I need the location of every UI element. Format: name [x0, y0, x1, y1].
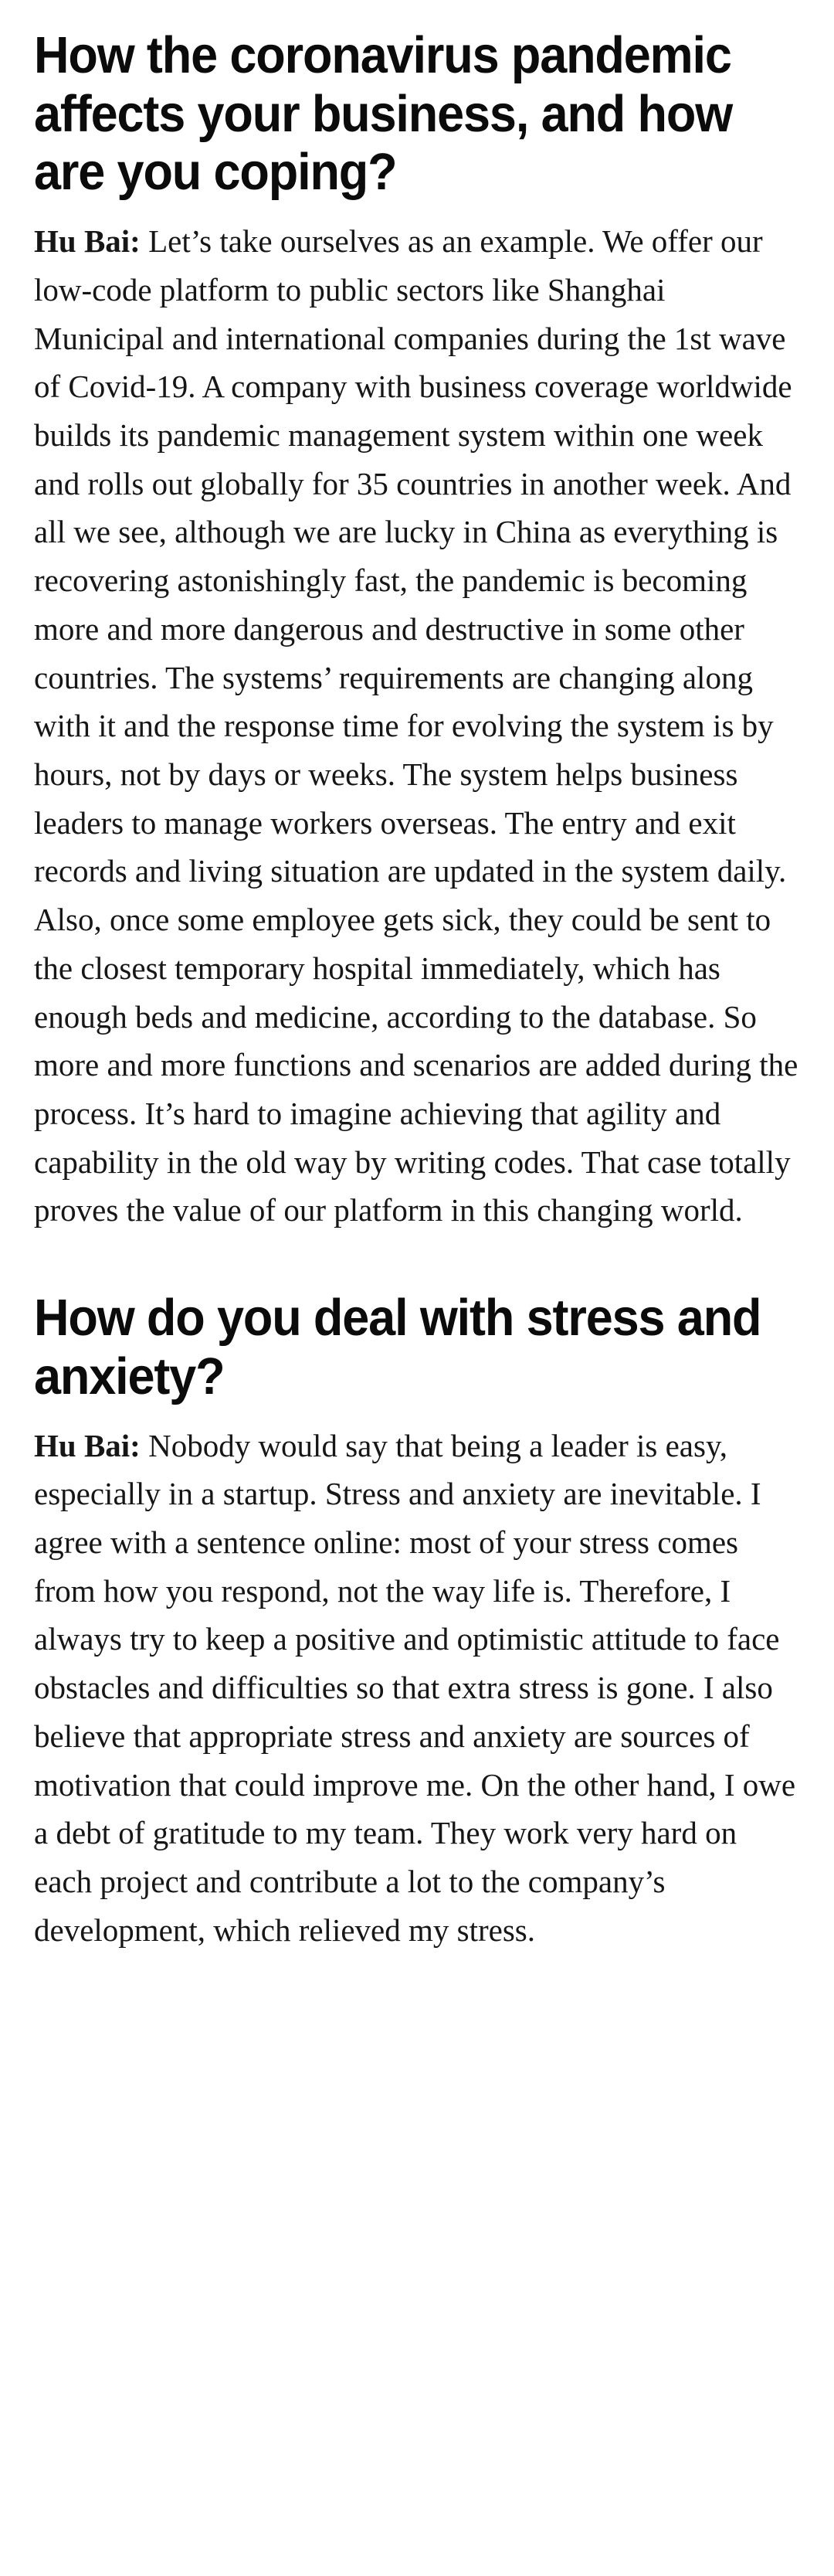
qa-block-1 — [34, 26, 800, 1235]
speaker-label-1: Hu Bai: — [34, 223, 141, 260]
qa-block-2 — [34, 1289, 800, 1954]
answer-text-2: Nobody would say that being a leader is easy, especially in a startup. Stress and anxiety are inevitable. I agree with a sentence online: most of your stress comes from how you respond, not the way life is. Therefore, I always try to keep a positive and optimistic attitude to face obstacles and difficulties so that extra stress is gone. I also believe that appropriate stress and anxiety are sources of motivation that could improve me. On the other hand, I owe a debt of gratitude to my team. They work very hard on each project and contribute a lot to the company’s development, which relieved my stress. — [34, 1427, 796, 1948]
answer-paragraph-2 — [34, 1422, 800, 1955]
question-heading-2: How do you deal with stress and anxiety? — [34, 1289, 761, 1405]
answer-paragraph-1 — [34, 217, 800, 1235]
question-heading-1: How the coronavirus pandemic affects your business, and how are you coping? — [34, 26, 733, 202]
section-spacer — [34, 1241, 800, 1289]
answer-text-1: Let’s take ourselves as an example. We offer our low-code platform to public sectors like Shanghai Municipal and international companies during the 1st wave of Covid-19. A company with business coverage worldwide builds its pandemic management system within one week and rolls out globally for 35 countries in another week. And all we see, although we are lucky in China as everything is recovering astonishingly fast, the pandemic is becoming more and more dangerous and destructive in some other countries. The systems’ requirements are changing along with it and the response time for evolving the system is by hours, not by days or weeks. The system helps business leaders to manage workers overseas. The entry and exit records and living situation are updated in the system daily. Also, once some employee gets sick, they could be sent to the closest temporary hospital immediately, which has enough beds and medicine, according to the database. So more and more functions and scenarios are added during the process. It’s hard to imagine achieving that agility and capability in the old way by writing codes. That case totally proves the value of our platform in this changing world. — [34, 223, 798, 1229]
speaker-label-2: Hu Bai: — [34, 1427, 141, 1463]
